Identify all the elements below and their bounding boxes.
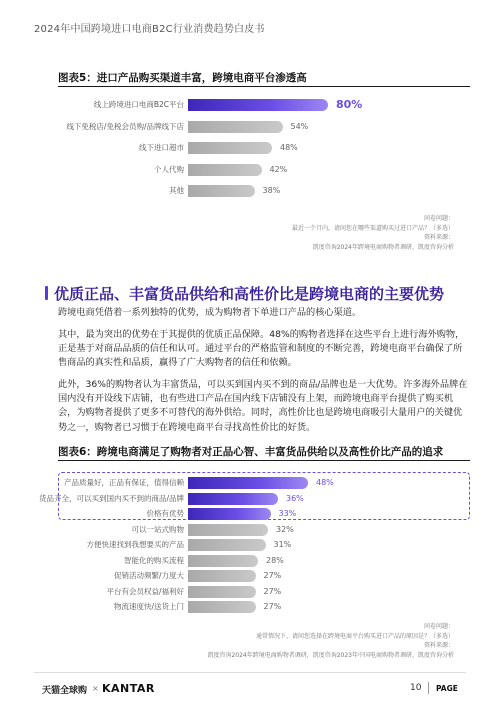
logo-separator: × (92, 684, 99, 693)
figure6-bar (188, 539, 266, 551)
figure6-value-label: 33% (278, 509, 297, 518)
figure5-source-line: 凯度咨询2024年跨境电商购物者调研，凯度咨询分析 (312, 243, 454, 251)
page-number-separator (428, 682, 429, 694)
figure6-source-line: 问卷问题： (423, 623, 454, 630)
figure5-row (0, 163, 500, 177)
figure5-value-label: 80% (336, 98, 363, 111)
figure6-row (0, 538, 500, 552)
figure5-source-line: 问卷问题： (423, 215, 454, 222)
figure6-bar (188, 586, 256, 598)
figure5-source (292, 214, 454, 252)
figure6-source (207, 622, 454, 660)
figure5-category-label: 线上跨境进口电商B2C平台 (93, 100, 184, 109)
section-marker (45, 286, 48, 300)
kantar-logo: KANTAR (102, 682, 155, 695)
figure5-value-label: 54% (290, 121, 309, 131)
figure6-category-label: 平台有会员权益/福利好 (106, 586, 184, 596)
figure5-category-label: 线下免税店/免税会员购/品牌线下店 (66, 121, 184, 131)
figure5-source-line: 资料来源： (423, 234, 454, 241)
figure6-source-line: 资料来源： (423, 642, 454, 649)
figure6-bar (188, 493, 278, 505)
figure6-row (0, 492, 500, 506)
figure5-category-label: 个人代购 (154, 164, 184, 174)
figure6-source-line: 凯度咨询2024年跨境电商购物者调研，凯度咨询2023年中国电商购物者调研，凯度咨询分析 (207, 651, 454, 659)
figure6-category-label: 产品质量好，正品有保证，值得信赖 (64, 478, 184, 487)
figure6-bar (188, 477, 308, 489)
figure5-value-label: 48% (280, 143, 298, 152)
figure6-value-label: 32% (276, 524, 294, 534)
figure5-title: 图表5：进口产品购买渠道丰富，跨境电商平台渗透高 (58, 72, 307, 84)
figure5-source-line: 最近一个月内，请问您在哪些渠道购买过进口产品？（多选） (291, 224, 454, 232)
figure6-row (0, 554, 500, 568)
figure5-bar (188, 142, 272, 154)
figure6-value-label: 27% (263, 571, 282, 580)
figure6-value-label: 31% (273, 540, 292, 549)
figure5-row (0, 141, 500, 155)
figure5-bar (188, 121, 283, 133)
footer-rule (34, 672, 466, 673)
figure6-title: 图表6：跨境电商满足了购物者对正品心智、丰富货品供给以及高性价比产品的追求 (58, 446, 444, 458)
paragraph-1: 跨境电商凭借着一系列独特的优势，成为购物者下单进口产品的核心渠道。 (58, 307, 362, 318)
figure6-value-label: 27% (263, 586, 282, 596)
figure6-value-label: 27% (263, 602, 282, 611)
figure6-category-label: 智能化的购买流程 (124, 555, 184, 565)
page-number: 10 (410, 683, 422, 693)
figure6-row (0, 569, 500, 583)
figure5-category-label: 其他 (169, 186, 184, 195)
figure6-row (0, 523, 500, 537)
figure5-row (0, 184, 500, 198)
figure5-value-label: 42% (269, 164, 288, 174)
figure6-category-label: 可以一站式购物 (131, 524, 184, 534)
figure5-bar (188, 185, 255, 197)
figure6-category-label: 促销活动频繁/力度大 (113, 571, 184, 580)
figure6-value-label: 28% (266, 555, 284, 565)
tmall-global-logo: 天猫全球购 (42, 686, 88, 696)
figure5-row (0, 120, 500, 134)
figure6-bar (188, 601, 256, 613)
figure6-value-label: 48% (316, 478, 334, 487)
figure6-bar (188, 570, 256, 582)
figure6-value-label: 36% (286, 493, 304, 503)
figure6-row (0, 476, 500, 490)
figure5-bar (188, 99, 328, 111)
figure5-row (0, 98, 500, 112)
figure6-category-label: 方便快速找到我想要买的产品 (86, 540, 184, 549)
page-word: PAGE (436, 684, 458, 693)
figure5-bar (188, 164, 262, 176)
document-header-title: 2024年中国跨境进口电商B2C行业消费趋势白皮书 (34, 24, 265, 35)
figure6-category-label: 价格有优势 (146, 509, 184, 518)
figure6-category-label: 货品齐全，可以买到国内买不到的商品/品牌 (38, 493, 184, 503)
figure6-bar (188, 508, 271, 520)
figure5-rule (58, 86, 470, 87)
figure6-row (0, 600, 500, 614)
figure6-category-label: 物流速度快/送货上门 (113, 602, 184, 611)
figure6-source-line: 通常情况下，请问您选择在跨境电商平台购买进口产品的原因是？（多选） (255, 632, 454, 640)
figure6-row (0, 507, 500, 521)
figure6-bar (188, 555, 258, 567)
figure5-category-label: 线下进口超市 (139, 143, 184, 152)
figure6-bar (188, 524, 268, 536)
figure6-row (0, 585, 500, 599)
figure5-value-label: 38% (262, 186, 281, 195)
figure6-rule (58, 460, 470, 461)
paragraph-2: 其中，最为突出的优势在于其提供的优质正品保障。48%的购物者选择在这些平台上进行海外购物，正是基于对商品品质的信任和认可。通过平台的严格监管和制度的不断完善，跨境电商平台确保了所售商品的真实性和品质，赢得了广大购物者的信任和依赖。 (58, 329, 465, 369)
section-title: 优质正品、丰富货品供给和高性价比是跨境电商的主要优势 (54, 285, 445, 303)
paragraph-3: 此外，36%的购物者认为丰富货品，可以买到国内买不到的商品/品牌也是一大优势。许多海外品牌在国内没有开设线下店铺，也有些进口产品在国内线下店铺没有上架，而跨境电商平台提供了购买机会，为购物者提供了更多不可替代的海外供给。同时，高性价比也是跨境电商吸引大量用户的关键优势之一，购物者已习惯于在跨境电商平台寻找高性价比的好货。 (58, 379, 468, 433)
